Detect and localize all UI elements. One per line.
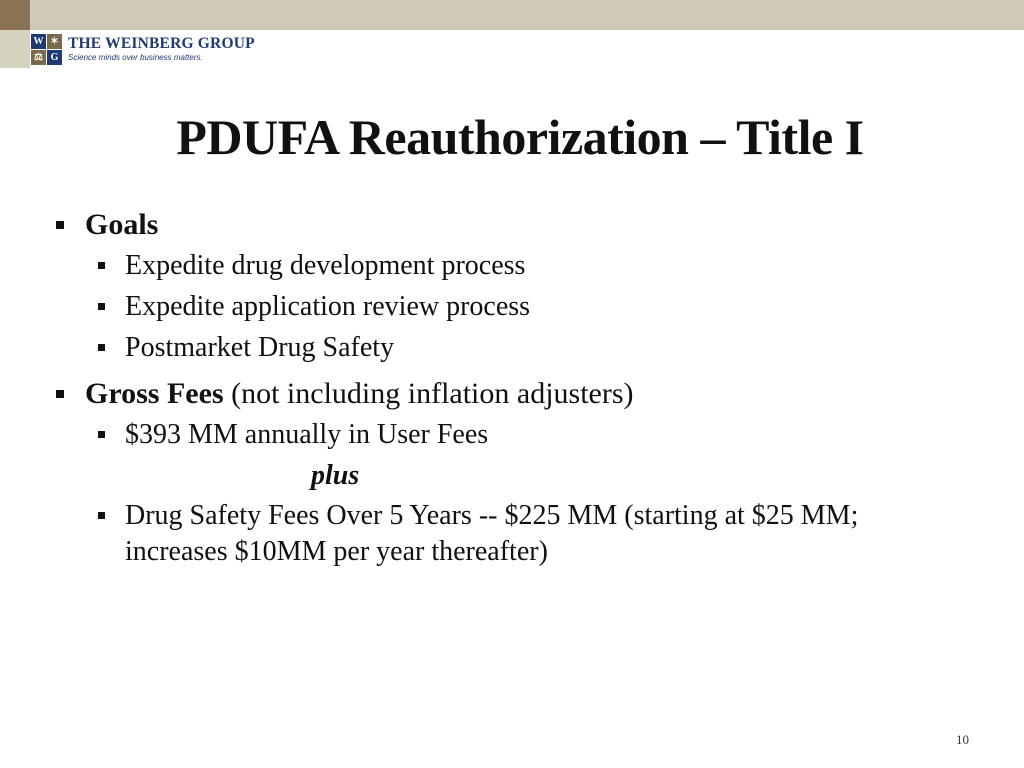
bullet-square-icon (98, 512, 105, 519)
bullet-square-icon (56, 221, 64, 229)
logo-cell: ✶ (47, 34, 62, 49)
top-bar (0, 0, 1024, 30)
left-bar-accent (0, 30, 30, 68)
goals-heading: Goals (85, 208, 159, 241)
bullet-square-icon (98, 344, 105, 351)
fees-item-text: Drug Safety Fees Over 5 Years -- $225 MM (starting at $25 MM; increases $10MM per year thereafter) (125, 500, 859, 567)
fees-note: (not including inflation adjusters) (223, 377, 634, 410)
goals-item-text: Expedite application review process (125, 291, 531, 322)
bullet-goals (56, 205, 956, 245)
goals-item-text: Postmarket Drug Safety (125, 332, 395, 363)
page-number: 10 (956, 732, 969, 747)
goals-item (98, 245, 956, 286)
logo-cell: W (31, 34, 46, 49)
bullet-square-icon (98, 262, 105, 269)
goals-item (98, 327, 956, 368)
logo-cell: G (47, 50, 62, 65)
goals-item-text: Expedite drug development process (125, 250, 526, 281)
bullet-square-icon (56, 390, 64, 398)
slide-title: PDUFA Reauthorization – Title I (176, 109, 864, 165)
logo-mark (31, 34, 62, 65)
logo-tagline: Science minds over business matters. (68, 53, 203, 63)
bullet-square-icon (98, 303, 105, 310)
goals-item (98, 286, 956, 327)
fees-item (98, 498, 956, 570)
logo-name: THE WEINBERG GROUP (68, 34, 255, 52)
logo-cell: ⚖ (31, 50, 46, 65)
top-bar-accent (0, 0, 30, 30)
fees-item-text: $393 MM annually in User Fees (125, 419, 489, 450)
slide-body (56, 205, 956, 570)
fees-heading: Gross Fees (85, 377, 224, 410)
bullet-square-icon (98, 431, 105, 438)
company-logo (31, 32, 255, 66)
plus-text: plus (311, 460, 360, 491)
bullet-gross-fees (56, 374, 956, 414)
fees-item (98, 414, 956, 455)
